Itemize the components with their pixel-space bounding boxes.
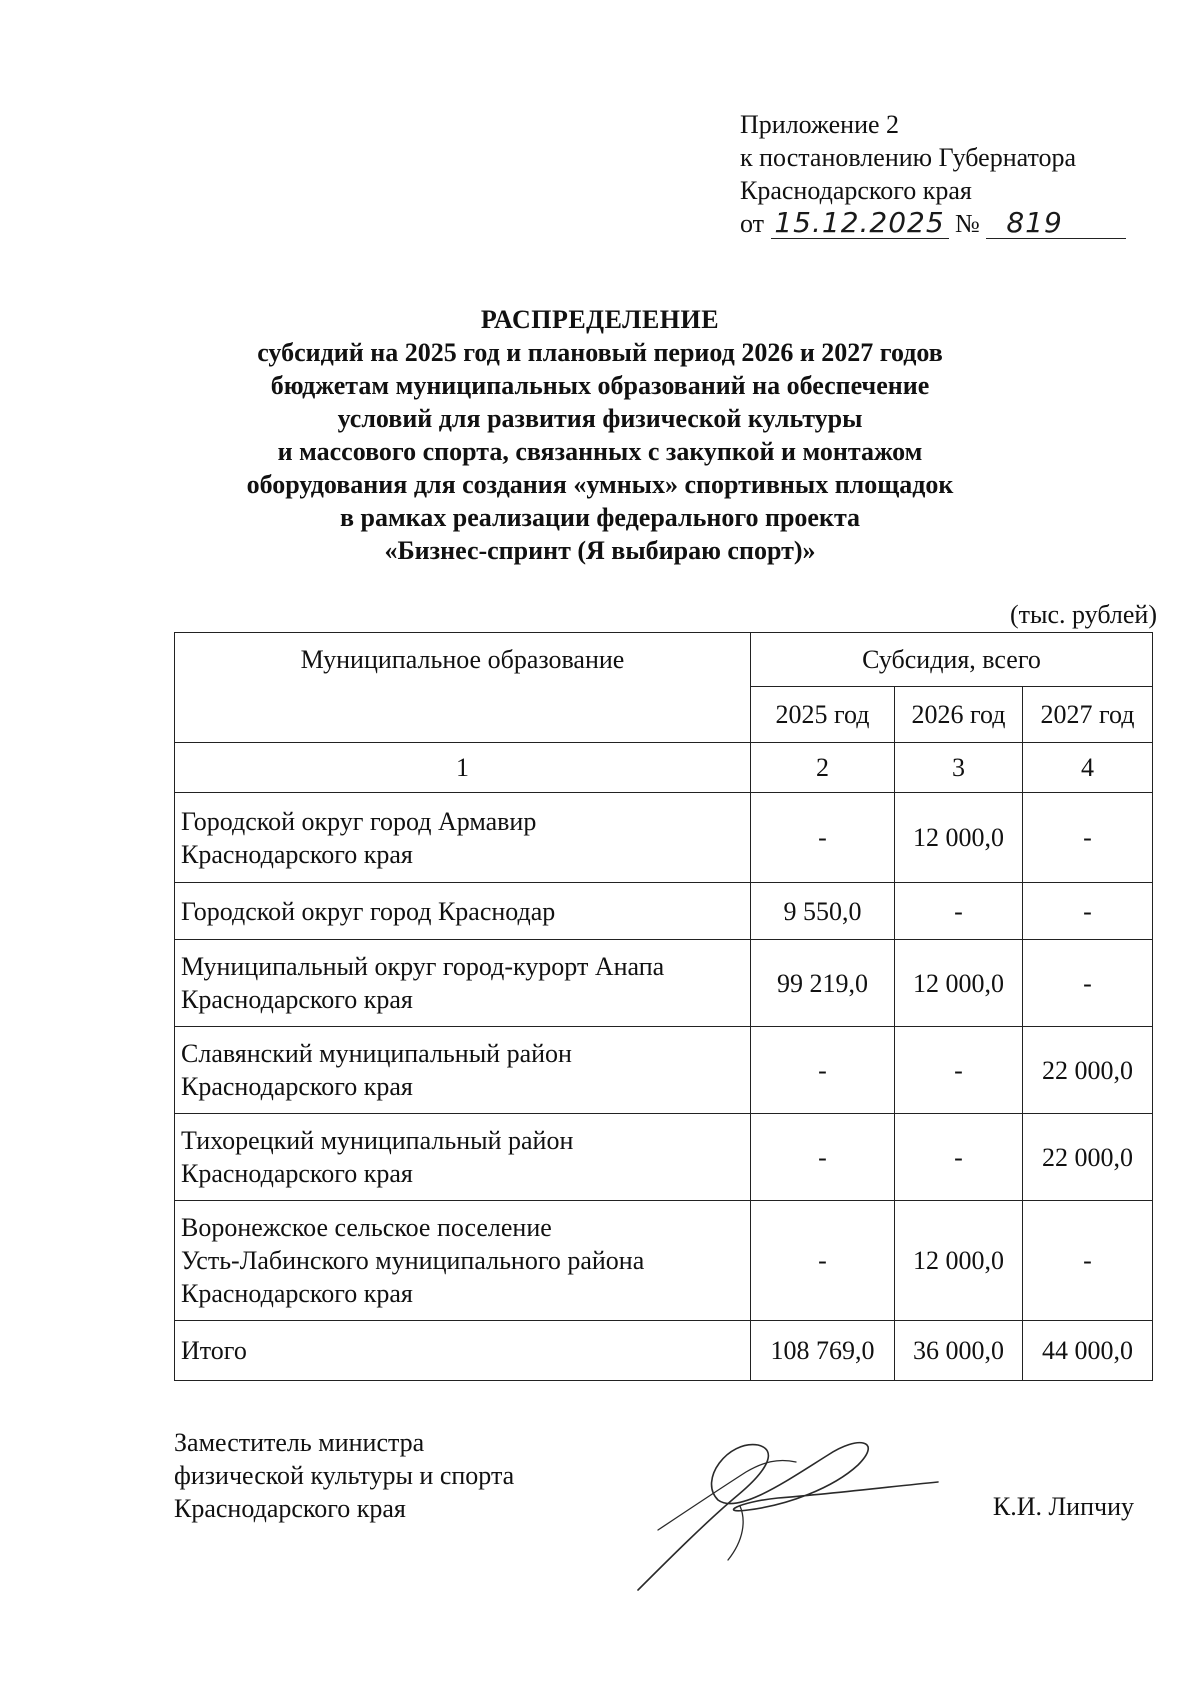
col-number-4: 4 [1023, 743, 1153, 793]
handwritten-date: 15.12.2025 [774, 206, 945, 239]
header-year-2025: 2025 год [751, 687, 895, 743]
value-2025: - [751, 793, 895, 883]
value-2025: - [751, 1027, 895, 1114]
table-row [175, 1027, 1153, 1114]
value-2027: - [1023, 940, 1153, 1027]
municipality-name [175, 1027, 751, 1114]
header-municipality: Муниципальное образование [175, 633, 751, 743]
total-2026: 36 000,0 [895, 1321, 1023, 1381]
name-line: Муниципальный округ город-курорт Анапа [181, 952, 665, 981]
appendix-date-row [740, 207, 1126, 240]
municipality-name [175, 793, 751, 883]
position-line-1: Заместитель министра [174, 1428, 425, 1457]
table-row [175, 1114, 1153, 1201]
value-2026: 12 000,0 [895, 940, 1023, 1027]
value-2027: - [1023, 883, 1153, 940]
header-year-2027: 2027 год [1023, 687, 1153, 743]
title-main: РАСПРЕДЕЛЕНИЕ [480, 305, 720, 334]
name-line: Краснодарского края [181, 839, 413, 869]
municipality-name [175, 1201, 751, 1321]
title-line-5: оборудования для создания «умных» спортивных площадок [246, 470, 954, 499]
value-2026: 12 000,0 [895, 1201, 1023, 1321]
name-line: Тихорецкий муниципальный район [181, 1126, 574, 1155]
table-row [175, 940, 1153, 1027]
total-row [175, 1321, 1153, 1381]
name-line: Усть-Лабинского муниципального района [181, 1246, 645, 1275]
header-year-2026: 2026 год [895, 687, 1023, 743]
name-line: Краснодарского края [181, 985, 413, 1014]
table-row [175, 793, 1153, 883]
appendix-header [740, 108, 1126, 240]
municipality-name [175, 883, 751, 940]
value-2026: - [895, 1114, 1023, 1201]
signer-name: К.И. Липчиу [992, 1492, 1134, 1521]
table-row [175, 1201, 1153, 1321]
value-2025: 9 550,0 [751, 883, 895, 940]
title-line-2: бюджетам муниципальных образований на обеспечение [270, 371, 930, 400]
value-2026: 12 000,0 [895, 793, 1023, 883]
value-2025: - [751, 1201, 895, 1321]
value-2026: - [895, 883, 1023, 940]
municipality-name [175, 940, 751, 1027]
value-2025: 99 219,0 [751, 940, 895, 1027]
document-title [0, 303, 1200, 567]
name-line: Городской округ город Армавир [181, 806, 537, 836]
table-row [175, 883, 1153, 940]
number-prefix: № [955, 209, 980, 238]
col-number-1: 1 [175, 743, 751, 793]
value-2027: - [1023, 793, 1153, 883]
number-field [986, 206, 1126, 239]
col-number-2: 2 [751, 743, 895, 793]
municipality-name [175, 1114, 751, 1201]
position-line-2: физической культуры и спорта [174, 1461, 515, 1490]
total-2027: 44 000,0 [1023, 1321, 1153, 1381]
signatory-position [174, 1426, 514, 1525]
title-line-4: и массового спорта, связанных с закупкой и монтажом [277, 437, 923, 466]
title-line-6: в рамках реализации федерального проекта [339, 503, 861, 532]
header-subsidy: Субсидия, всего [751, 633, 1153, 687]
distribution-table [174, 632, 1153, 1381]
units-label: (тыс. рублей) [1009, 600, 1157, 629]
value-2027: 22 000,0 [1023, 1027, 1153, 1114]
col-number-3: 3 [895, 743, 1023, 793]
value-2025: - [751, 1114, 895, 1201]
appendix-line-1: Приложение 2 [740, 110, 900, 139]
name-line: Городской округ город Краснодар [181, 896, 556, 926]
total-label: Итого [175, 1321, 751, 1381]
name-line: Краснодарского края [181, 1279, 413, 1308]
handwritten-number: 819 [1006, 206, 1063, 239]
value-2027: - [1023, 1201, 1153, 1321]
handwritten-signature [628, 1410, 948, 1610]
value-2027: 22 000,0 [1023, 1114, 1153, 1201]
name-line: Славянский муниципальный район [181, 1039, 572, 1068]
name-line: Краснодарского края [181, 1159, 413, 1188]
date-field [771, 206, 949, 239]
total-2025: 108 769,0 [751, 1321, 895, 1381]
title-line-3: условий для развития физической культуры [337, 404, 863, 433]
title-line-1: субсидий на 2025 год и плановый период 2026 и 2027 годов [257, 338, 943, 367]
appendix-line-2: к постановлению Губернатора [740, 143, 1077, 172]
appendix-line-3: Краснодарского края [740, 176, 972, 205]
date-prefix: от [740, 209, 765, 238]
name-line: Воронежское сельское поселение [181, 1213, 552, 1242]
name-line: Краснодарского края [181, 1072, 413, 1101]
position-line-3: Краснодарского края [174, 1494, 406, 1523]
value-2026: - [895, 1027, 1023, 1114]
title-line-7: «Бизнес-спринт (Я выбираю спорт)» [384, 536, 816, 565]
